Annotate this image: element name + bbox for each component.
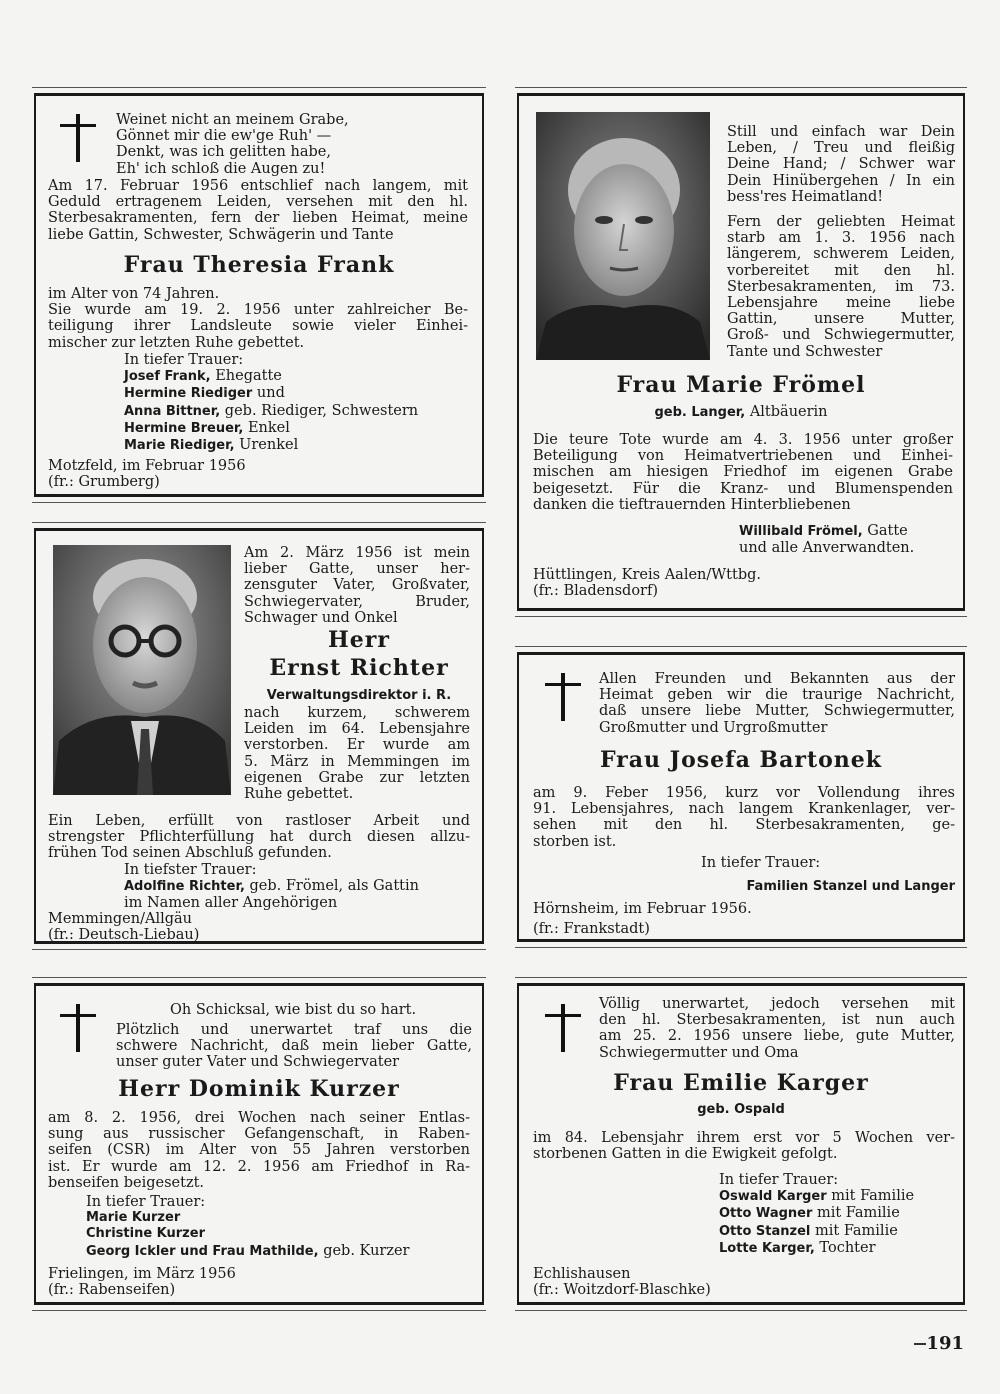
text-line: verstorben. Er wurde am	[244, 737, 470, 754]
origin: (fr.: Woitzdorf-Blaschke)	[533, 1282, 711, 1299]
mourning-heading: In tiefster Trauer:	[124, 862, 257, 878]
poem-line: Dein Hinübergehen / In ein	[727, 172, 955, 189]
text-line: 91. Lebensjahres, nach langem Krankenlager, ver-	[533, 801, 955, 818]
mourner: Georg Ickler und Frau Mathilde, geb. Kurzer	[86, 1242, 410, 1259]
text-line: mischen am hiesigen Friedhof im eigenen Grabe	[533, 464, 953, 481]
origin: (fr.: Bladensdorf)	[533, 583, 659, 600]
text-line: 5. März in Memmingen im	[244, 753, 470, 770]
text-line: am 9. Feber 1956, kurz vor Vollendung ihres	[533, 785, 955, 801]
text-line: Großmutter und Urgroßmutter	[599, 719, 828, 736]
mourners: Familien Stanzel und Langer	[746, 879, 955, 894]
mourners	[739, 523, 959, 556]
poem-line: bess'res Heimatland!	[727, 188, 884, 205]
text-line: am 25. 2. 1956 unsere liebe, gute Mutter,	[599, 1028, 955, 1045]
place-date: Hüttlingen, Kreis Aalen/Wttbg.	[533, 567, 761, 583]
text-line: Schwiegermutter und Oma	[599, 1044, 799, 1061]
obituary-josefa-bartonek	[517, 652, 965, 942]
text-line: Ruhe gebettet.	[244, 786, 354, 803]
text-line: Sterbesakramenten, im 73.	[727, 278, 955, 295]
deceased-name: Herr Dominik Kurzer	[118, 1076, 400, 1102]
mourner: im Namen aller Angehörigen	[124, 895, 338, 912]
intro-text	[48, 178, 468, 243]
deceased-name: Frau Emilie Karger	[613, 1070, 869, 1096]
mourning-heading: In tiefer Trauer:	[701, 855, 821, 871]
text-line: eigenen Grabe zur letzten	[244, 769, 470, 786]
text-line: Allen Freunden und Bekannten aus der	[599, 671, 955, 687]
poem-line: Leben, / Treu und fleißig	[727, 140, 955, 157]
mourner: und alle Anverwandten.	[739, 540, 915, 557]
portrait-photo	[53, 545, 231, 795]
text-line: den hl. Sterbesakramenten, ist nun auch	[599, 1012, 955, 1029]
poem	[116, 112, 396, 177]
deceased-name: Frau Marie Frömel	[616, 372, 866, 398]
mourner: Josef Frank, Ehegatte	[124, 368, 282, 385]
body-text	[533, 785, 955, 850]
poem-line: Denkt, was ich gelitten habe,	[116, 144, 331, 161]
text-line: Leiden im 64. Lebensjahre	[244, 721, 470, 738]
origin: (fr.: Frankstadt)	[533, 921, 650, 937]
text-line: daß unsere liebe Mutter, Schwiegermutter,	[599, 703, 955, 720]
cross-icon	[58, 114, 98, 162]
intro-text	[244, 545, 470, 626]
text-line: starb am 1. 3. 1956 nach	[727, 230, 955, 247]
text-line: frühen Tod seinen Abschluß gefunden.	[48, 845, 332, 862]
text-line: Heimat geben wir die traurige Nachricht,	[599, 687, 955, 704]
text-line: unser guter Vater und Schwiegervater	[116, 1054, 400, 1071]
poem: Oh Schicksal, wie bist du so hart.	[170, 1002, 417, 1018]
intro-text	[599, 671, 955, 736]
mourner: Anna Bittner, geb. Riediger, Schwestern	[124, 402, 419, 419]
text-line: Ein Leben, erfüllt von rastloser Arbeit und	[48, 813, 470, 829]
page-number: 191	[926, 1333, 964, 1354]
text-line: Sie wurde am 19. 2. 1956 unter zahlreicher Be-	[48, 302, 468, 319]
origin: (fr.: Deutsch-Liebau)	[48, 927, 200, 944]
footer	[533, 899, 955, 939]
poem-line: Deine Hand; / Schwer war	[727, 156, 955, 173]
text-line: Fern der geliebten Heimat	[727, 214, 955, 230]
mourner: Oswald Karger mit Familie	[719, 1188, 915, 1205]
footer	[533, 1266, 955, 1298]
cross-icon	[58, 1004, 98, 1052]
mourner: Otto Stanzel mit Familie	[719, 1222, 898, 1239]
text-line: ist. Er wurde am 12. 2. 1956 am Friedhof in Ra-	[48, 1158, 470, 1175]
poem-line: Still und einfach war Dein	[727, 124, 955, 140]
intro-text	[116, 1022, 472, 1071]
origin: (fr.: Rabenseifen)	[48, 1282, 176, 1299]
text-line: nach kurzem, schwerem	[244, 705, 470, 721]
text-line: seifen (CSR) im Alter von 55 Jahren verstorben	[48, 1142, 470, 1159]
mourners	[86, 1194, 476, 1260]
side-text	[244, 705, 470, 802]
mourner: Marie Riediger, Urenkel	[124, 437, 299, 454]
mourner: Hermine Riediger und	[124, 385, 285, 402]
place-date: Motzfeld, im Februar 1956	[48, 458, 246, 474]
deceased-name: Ernst Richter	[269, 655, 449, 681]
text-line: benseifen beigesetzt.	[48, 1174, 205, 1191]
text-line: danken die tieftrauernden Hinterbliebenen	[533, 496, 851, 513]
mourners	[719, 1172, 959, 1257]
cross-icon	[543, 1004, 583, 1052]
text-line: Die teure Tote wurde am 4. 3. 1956 unter großer	[533, 432, 953, 448]
body-text	[48, 1110, 470, 1191]
origin: (fr.: Grumberg)	[48, 474, 160, 491]
mourner: Otto Wagner mit Familie	[719, 1205, 900, 1222]
text-line: Schwager und Onkel	[244, 609, 398, 626]
obituary-marie-froemel	[517, 93, 965, 611]
text-line: storbenen Gatten in die Ewigkeit gefolgt.	[533, 1146, 838, 1163]
poem-line: Weinet nicht an meinem Grabe,	[116, 112, 349, 128]
mourner: Willibald Frömel, Gatte	[739, 523, 908, 539]
body-text	[533, 1130, 955, 1162]
text-line: lieber Gatte, unser her-	[244, 561, 470, 578]
poem-line: Eh' ich schloß die Augen zu!	[116, 160, 326, 177]
subtitle: geb. Ospald	[697, 1102, 785, 1117]
mourners	[124, 352, 474, 454]
subtitle: geb. Langer, Altbäuerin	[654, 404, 828, 420]
text-line: teiligung ihrer Landsleute sowie vieler Einhei-	[48, 318, 468, 335]
text-line: Beteiligung von Heimatvertriebenen und Einhei-	[533, 448, 953, 465]
obituary-ernst-richter	[34, 528, 484, 944]
mourning-heading: In tiefer Trauer:	[719, 1172, 839, 1188]
intro-text	[599, 996, 955, 1061]
text-line: zensguter Vater, Großvater,	[244, 577, 470, 594]
text-line: am 8. 2. 1956, drei Wochen nach seiner Entlas-	[48, 1110, 470, 1126]
obituary-emilie-karger	[517, 983, 965, 1305]
footer	[533, 567, 953, 599]
mourner: Lotte Karger, Tochter	[719, 1239, 876, 1256]
body-text	[533, 432, 953, 513]
footer	[48, 911, 470, 943]
poem	[727, 124, 955, 205]
deceased-name: Frau Josefa Bartonek	[599, 747, 883, 773]
text-line: liebe Gattin, Schwester, Schwägerin und Tante	[48, 226, 394, 243]
text-line: sung aus russischer Gefangenschaft, in Raben-	[48, 1126, 470, 1143]
position: Verwaltungsdirektor i. R.	[266, 688, 452, 703]
mourner: Marie Kurzer	[86, 1210, 181, 1226]
mourner: Hermine Breuer, Enkel	[124, 419, 290, 436]
place-date: Hörnsheim, im Februar 1956.	[533, 901, 752, 917]
poem-line: Gönnet mir die ew'ge Ruh' —	[116, 128, 332, 145]
portrait-photo	[536, 112, 710, 360]
footer	[48, 1266, 470, 1298]
page-number-dash	[914, 1343, 926, 1345]
mourning-heading: In tiefer Trauer:	[86, 1194, 206, 1210]
obituary-theresia-frank	[34, 93, 484, 497]
text-line: längerem, schwerem Leiden,	[727, 246, 955, 263]
text-line: Gattin, unsere Mutter,	[727, 311, 955, 328]
place-date: Memmingen/Allgäu	[48, 911, 193, 927]
deceased-name: Frau Theresia Frank	[123, 252, 395, 278]
mourners	[124, 862, 474, 912]
intro-text	[727, 214, 955, 360]
text-line: Am 2. März 1956 ist mein	[244, 545, 470, 561]
cross-icon	[543, 673, 583, 721]
text-line: sehen mit den hl. Sterbesakramenten, ge-	[533, 817, 955, 834]
body-text	[48, 286, 468, 351]
text-line: im 84. Lebensjahr ihrem erst vor 5 Wochen ver-	[533, 1130, 955, 1146]
text-line: Groß- und Schwiegermutter,	[727, 327, 955, 344]
place-date: Frielingen, im März 1956	[48, 1266, 236, 1282]
text-line: Lebensjahre meine liebe	[727, 295, 955, 312]
place-date: Echlishausen	[533, 1266, 631, 1282]
text-line: storben ist.	[533, 833, 617, 850]
text-line: Sterbesakramenten, fern der lieben Heimat, meine	[48, 210, 468, 227]
text-line: strengster Pflichterfüllung hat durch diesen allzu-	[48, 829, 470, 846]
text-line: mischer zur letzten Ruhe gebettet.	[48, 334, 305, 351]
text-line: vorbereitet mit den hl.	[727, 262, 955, 279]
text-line: Am 17. Februar 1956 entschlief nach langem, mit	[48, 178, 468, 194]
text-line: Plötzlich und unerwartet traf uns die	[116, 1022, 472, 1038]
deceased-title: Herr	[328, 627, 390, 653]
mourner: Christine Kurzer	[86, 1226, 205, 1242]
text-line: schwere Nachricht, daß mein lieber Gatte,	[116, 1038, 472, 1055]
text-line: Tante und Schwester	[727, 343, 883, 360]
text-line: im Alter von 74 Jahren.	[48, 286, 220, 302]
text-line: Geduld ertragenem Leiden, versehen mit den hl.	[48, 194, 468, 211]
obituary-dominik-kurzer	[34, 983, 484, 1305]
text-line: Schwiegervater, Bruder,	[244, 593, 470, 610]
mourning-heading: In tiefer Trauer:	[124, 352, 244, 368]
text-line: Völlig unerwartet, jedoch versehen mit	[599, 996, 955, 1012]
body-text	[48, 813, 470, 862]
footer	[48, 458, 468, 490]
mourner: Adolfine Richter, geb. Frömel, als Gattin	[124, 878, 419, 895]
text-line: beigesetzt. Für die Kranz- und Blumenspenden	[533, 480, 953, 497]
